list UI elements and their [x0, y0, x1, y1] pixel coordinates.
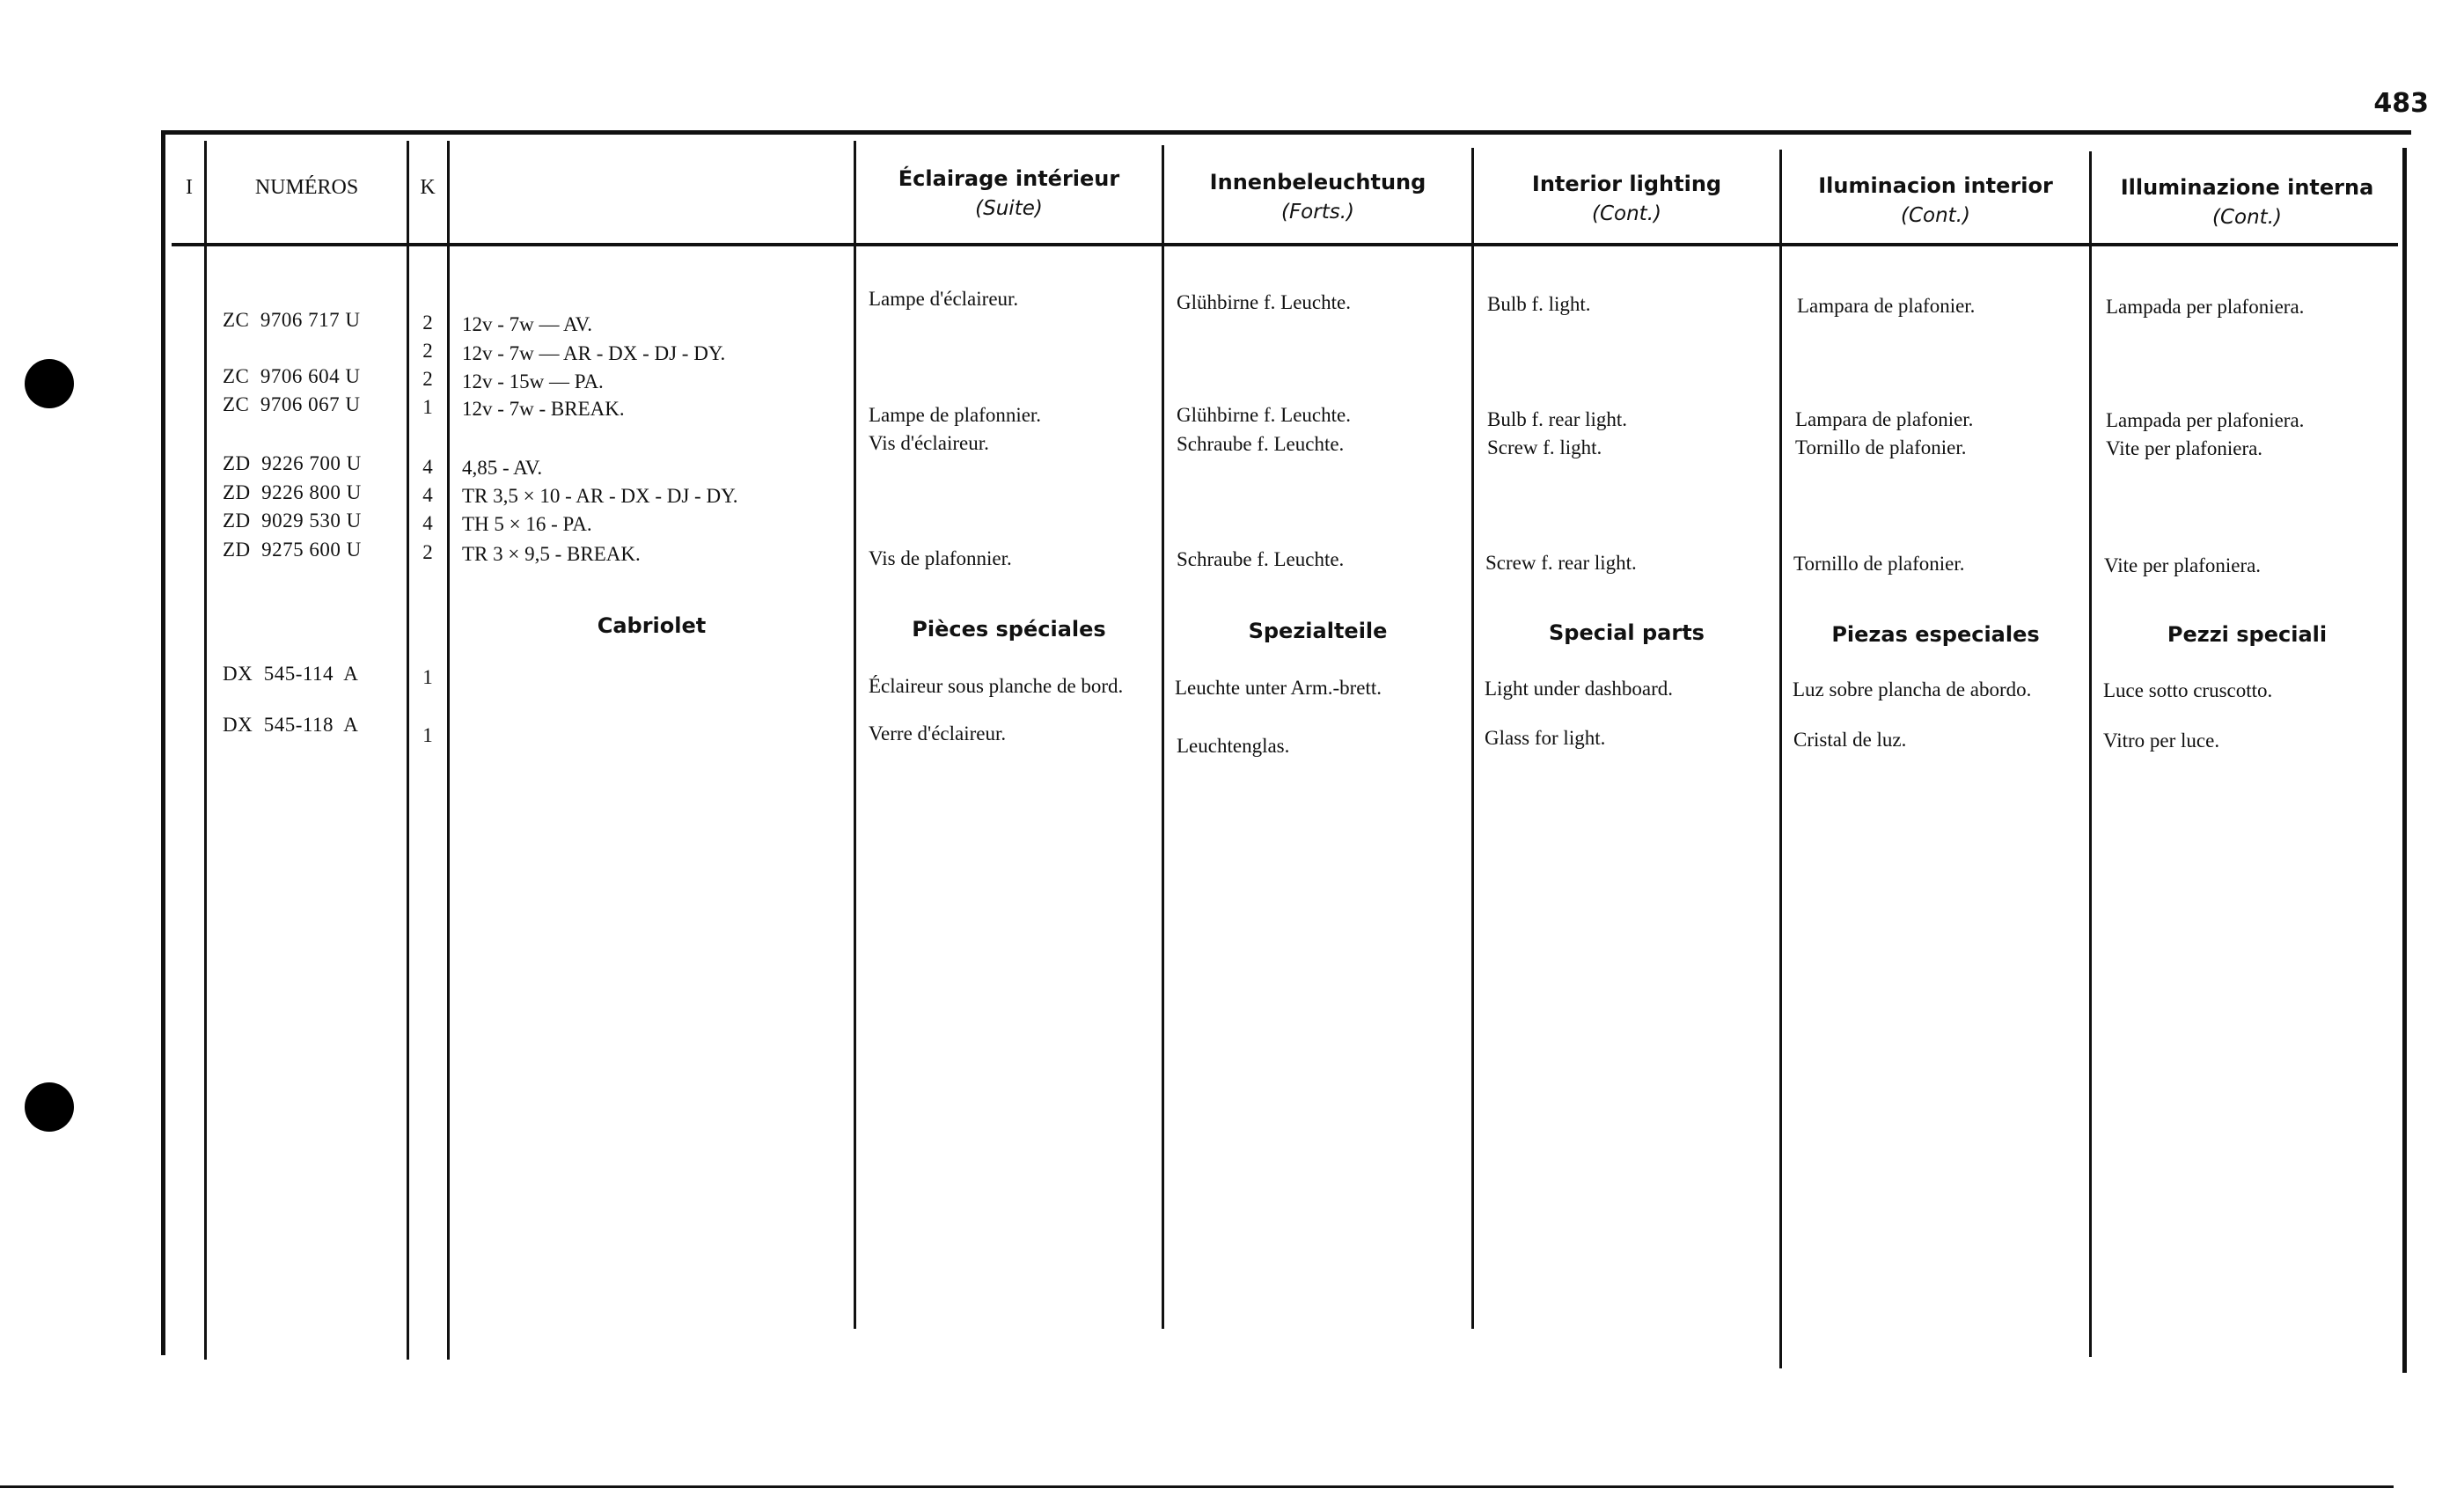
- desc-de: Schraube f. Leuchte.: [1177, 548, 1345, 570]
- header-title: Interior lighting: [1531, 172, 1722, 196]
- quantity: 1: [422, 396, 433, 418]
- column-divider: [204, 141, 207, 1360]
- section-title-it: Pezzi speciali: [2167, 622, 2328, 647]
- column-divider: [854, 141, 856, 1329]
- desc-fr: Éclaireur sous planche de bord.: [869, 675, 1124, 697]
- quantity: 1: [422, 666, 433, 688]
- header-col-k: K: [420, 176, 436, 199]
- section-title-es: Piezas especiales: [1831, 622, 2040, 647]
- part-number: DX 545-114 A: [223, 663, 359, 685]
- section-title-de: Spezialteile: [1248, 619, 1388, 643]
- header-title: Illuminazione interna: [2120, 175, 2374, 200]
- desc-es: Tornillo de plafonier.: [1793, 553, 1965, 575]
- desc-es: Lampara de plafonier.: [1797, 295, 1976, 317]
- desc-fr: Verre d'éclaireur.: [869, 722, 1007, 744]
- desc-es: Luz sobre plancha de abordo.: [1793, 678, 2032, 700]
- header-col-i: I: [186, 176, 193, 199]
- desc-fr: Lampe d'éclaireur.: [869, 288, 1019, 310]
- header-subtitle: (Forts.): [1280, 201, 1354, 224]
- header-french: [856, 164, 1162, 224]
- part-number: DX 545-118 A: [223, 714, 359, 736]
- desc-it: Lampada per plafoniera.: [2106, 409, 2305, 431]
- bottom-rule: [0, 1485, 2394, 1488]
- header-title: Innenbeleuchtung: [1209, 170, 1426, 194]
- part-spec: 12v - 7w — AR - DX - DJ - DY.: [462, 342, 726, 364]
- desc-fr: Vis de plafonnier.: [869, 547, 1012, 569]
- table-top-border: [163, 130, 2411, 135]
- quantity: 2: [422, 312, 433, 334]
- column-divider: [1779, 150, 1782, 1368]
- part-spec: 12v - 7w — AV.: [462, 313, 593, 335]
- header-bottom-rule: [172, 243, 2398, 246]
- desc-it: Vite per plafoniera.: [2106, 437, 2263, 459]
- section-title-en: Special parts: [1549, 620, 1705, 645]
- desc-de: Glühbirne f. Leuchte.: [1177, 404, 1351, 426]
- quantity: 4: [422, 456, 433, 478]
- desc-it: Luce sotto cruscotto.: [2103, 679, 2273, 701]
- part-spec: TR 3 × 9,5 - BREAK.: [462, 543, 641, 565]
- part-number: ZD 9029 530 U: [223, 510, 362, 532]
- table-right-border: [2402, 148, 2407, 1373]
- desc-it: Vite per plafoniera.: [2104, 554, 2262, 576]
- quantity: 1: [422, 724, 433, 746]
- desc-es: Cristal de luz.: [1793, 729, 1907, 751]
- column-divider: [1162, 145, 1164, 1329]
- header-spanish: [1782, 171, 2089, 231]
- quantity: 4: [422, 512, 433, 534]
- desc-de: Glühbirne f. Leuchte.: [1177, 291, 1351, 313]
- part-number: ZC 9706 717 U: [223, 309, 361, 331]
- quantity: 2: [422, 340, 433, 362]
- quantity: 4: [422, 484, 433, 506]
- header-english: [1474, 169, 1779, 229]
- desc-fr: Lampe de plafonnier.: [869, 404, 1042, 426]
- section-label-cabriolet: Cabriolet: [597, 613, 707, 638]
- column-divider: [2089, 151, 2092, 1357]
- part-number: ZD 9275 600 U: [223, 539, 362, 561]
- quantity: 2: [422, 368, 433, 390]
- page-number: 483: [2373, 88, 2429, 119]
- header-subtitle: (Cont.): [1901, 204, 1970, 227]
- table-left-border: [161, 130, 165, 1355]
- header-title: Éclairage intérieur: [898, 166, 1120, 191]
- quantity: 2: [422, 541, 433, 563]
- desc-it: Lampada per plafoniera.: [2106, 296, 2305, 318]
- desc-it: Vitro per luce.: [2103, 730, 2220, 752]
- part-spec: 12v - 15w — PA.: [462, 370, 604, 392]
- part-number: ZD 9226 800 U: [223, 481, 362, 503]
- part-spec: 12v - 7w - BREAK.: [462, 398, 625, 420]
- column-divider: [1471, 148, 1474, 1329]
- desc-en: Glass for light.: [1485, 727, 1606, 749]
- part-number: ZC 9706 067 U: [223, 393, 361, 415]
- part-spec: TR 3,5 × 10 - AR - DX - DJ - DY.: [462, 485, 738, 507]
- desc-en: Bulb f. light.: [1487, 293, 1591, 315]
- part-spec: TH 5 × 16 - PA.: [462, 513, 592, 535]
- desc-en: Light under dashboard.: [1485, 678, 1673, 700]
- desc-es: Lampara de plafonier.: [1795, 408, 1974, 430]
- punch-hole: [25, 1082, 74, 1132]
- punch-hole: [25, 359, 74, 408]
- section-title-fr: Pièces spéciales: [912, 617, 1106, 642]
- header-col-numeros: NUMÉROS: [254, 176, 359, 199]
- part-spec: 4,85 - AV.: [462, 457, 543, 479]
- header-subtitle: (Suite): [975, 197, 1043, 220]
- header-german: [1164, 167, 1471, 227]
- desc-en: Screw f. rear light.: [1485, 552, 1637, 574]
- header-italian: [2092, 172, 2402, 232]
- header-subtitle: (Cont.): [2212, 206, 2282, 229]
- desc-de: Leuchte unter Arm.-brett.: [1175, 677, 1382, 699]
- header-subtitle: (Cont.): [1592, 202, 1661, 225]
- desc-fr: Vis d'éclaireur.: [869, 432, 989, 454]
- part-number: ZC 9706 604 U: [223, 365, 361, 387]
- desc-de: Schraube f. Leuchte.: [1177, 433, 1345, 455]
- desc-en: Screw f. light.: [1487, 436, 1602, 458]
- desc-de: Leuchtenglas.: [1177, 735, 1290, 757]
- part-number: ZD 9226 700 U: [223, 452, 362, 474]
- desc-en: Bulb f. rear light.: [1487, 408, 1628, 430]
- header-title: Iluminacion interior: [1818, 173, 2053, 198]
- desc-es: Tornillo de plafonier.: [1795, 436, 1967, 458]
